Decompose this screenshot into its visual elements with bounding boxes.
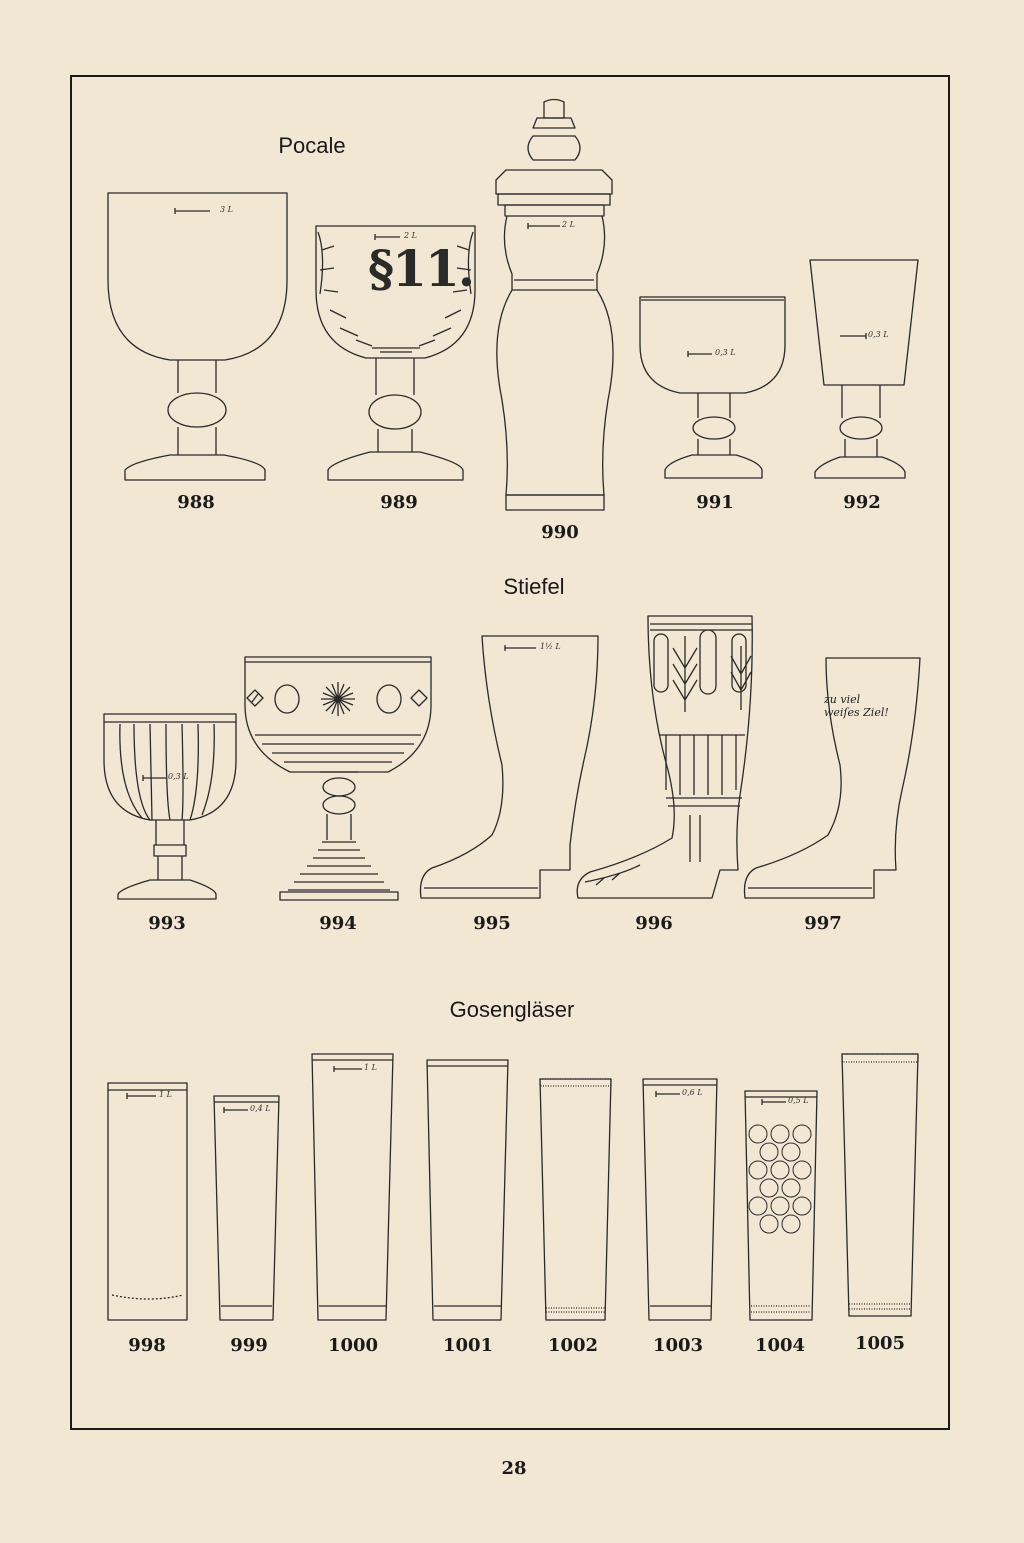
boot-inscription-line-1: zu viel	[824, 693, 861, 706]
item-number-988: 988	[177, 492, 215, 513]
item-number-996: 996	[635, 913, 673, 934]
capacity-label-992: 0,3 L	[868, 330, 889, 339]
item-number-1000: 1000	[327, 1335, 379, 1356]
item-number-997: 997	[804, 913, 842, 934]
item-number-1003: 1003	[652, 1335, 704, 1356]
tumbler-1002-drawing	[540, 1079, 611, 1320]
item-number-1001: 1001	[442, 1335, 494, 1356]
item-number-998: 998	[128, 1335, 166, 1356]
item-number-991: 991	[696, 492, 734, 513]
goblet-994-drawing	[245, 657, 431, 900]
item-number-999: 999	[230, 1335, 268, 1356]
item-number-994: 994	[319, 913, 357, 934]
section-title-stiefel: Stiefel	[503, 574, 565, 599]
capacity-label-1004: 0,5 L	[788, 1096, 809, 1105]
tumbler-998-drawing	[108, 1083, 187, 1320]
tumbler-1005-drawing	[842, 1054, 918, 1316]
section-title-gosenglaeser: Gosengläser	[449, 997, 575, 1022]
item-number-993: 993	[148, 913, 186, 934]
boot-996-drawing	[577, 616, 752, 898]
capacity-label-991: 0,3 L	[715, 348, 736, 357]
goblet-988-drawing	[108, 193, 287, 480]
capacity-label-990: 2 L	[562, 220, 575, 229]
capacity-label-999: 0,4 L	[250, 1104, 271, 1113]
paragraph-sign-decoration: §11.	[368, 239, 474, 298]
capacity-label-995: 1½ L	[540, 642, 561, 651]
tumbler-999-drawing	[214, 1096, 279, 1320]
item-number-989: 989	[380, 492, 418, 513]
tumbler-1004-drawing	[745, 1091, 817, 1320]
section-title-pocale: Pocale	[278, 133, 346, 158]
item-number-1004: 1004	[754, 1335, 806, 1356]
capacity-label-1003: 0,6 L	[682, 1088, 703, 1097]
boot-inscription	[824, 693, 889, 719]
item-number-1005: 1005	[854, 1333, 906, 1354]
goblet-992-drawing	[810, 260, 918, 478]
goblet-991-drawing	[640, 297, 785, 478]
covered-vessel-990-drawing	[496, 100, 613, 511]
tumbler-1000-drawing	[312, 1054, 393, 1320]
boot-inscription-line-2: weiſes Ziel!	[824, 706, 889, 719]
capacity-label-988: 3 L	[220, 205, 233, 214]
page-number: 28	[501, 1458, 527, 1479]
capacity-label-1000: 1 L	[364, 1063, 377, 1072]
item-number-1002: 1002	[547, 1335, 599, 1356]
tumbler-1001-drawing	[427, 1060, 508, 1320]
capacity-label-993: 0,3 L	[168, 772, 189, 781]
capacity-label-989: 2 L	[404, 231, 417, 240]
goblet-993-drawing	[104, 714, 236, 899]
boot-995-drawing	[420, 636, 598, 898]
tumbler-1003-drawing	[643, 1079, 717, 1320]
capacity-label-998: 1 L	[159, 1090, 172, 1099]
item-number-995: 995	[473, 913, 511, 934]
item-number-992: 992	[843, 492, 881, 513]
item-number-990: 990	[541, 522, 579, 543]
